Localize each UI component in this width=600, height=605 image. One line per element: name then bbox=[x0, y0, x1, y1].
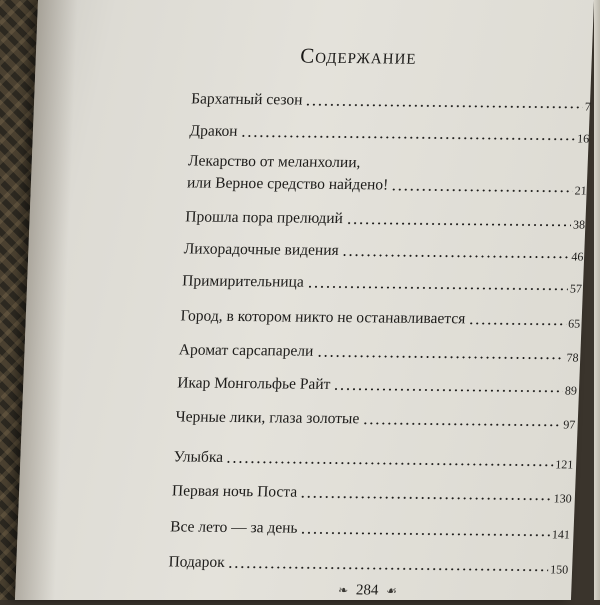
toc-entry-page: 89 bbox=[564, 383, 578, 398]
toc-entry-title: Первая ночь Поста bbox=[171, 482, 298, 501]
toc-entry bbox=[168, 553, 569, 575]
leader-dots bbox=[391, 189, 573, 193]
toc-entry bbox=[178, 341, 579, 363]
toc-entry-page: 46 bbox=[571, 249, 584, 264]
toc-entry-page: 38 bbox=[572, 217, 586, 232]
toc-entry-page: 21 bbox=[574, 183, 588, 198]
leader-dots bbox=[362, 422, 561, 426]
leader-dots bbox=[333, 388, 563, 392]
toc-entry bbox=[177, 374, 578, 396]
left-ornament-icon: ❧ bbox=[337, 583, 349, 598]
table-of-contents bbox=[129, 0, 598, 605]
page-edge bbox=[594, 0, 600, 600]
toc-entry bbox=[185, 208, 586, 230]
page-number: 284 bbox=[355, 582, 379, 599]
leader-dots bbox=[316, 355, 564, 360]
leader-dots bbox=[468, 322, 566, 325]
leader-dots bbox=[228, 566, 549, 571]
toc-entry-page: 97 bbox=[562, 417, 576, 432]
toc-entry bbox=[173, 448, 574, 470]
toc-entry-page: 7 bbox=[584, 99, 592, 114]
toc-entry-title: Подарок bbox=[168, 553, 226, 571]
toc-entry-title: Улыбка bbox=[173, 448, 224, 466]
toc-entry bbox=[172, 482, 573, 504]
toc-entry-title: Икар Монгольфье Райт bbox=[176, 374, 331, 393]
toc-entry-page: 57 bbox=[569, 281, 583, 296]
toc-entry bbox=[175, 408, 576, 430]
leader-dots bbox=[240, 135, 575, 141]
toc-entry-title: Аромат сарсапарели bbox=[178, 341, 314, 360]
toc-entry bbox=[170, 518, 571, 540]
toc-entry-title: Город, в котором никто не останавливается bbox=[180, 307, 466, 328]
toc-entry bbox=[189, 122, 590, 144]
toc-entry-title: Примирительница bbox=[181, 272, 305, 291]
leader-dots bbox=[300, 532, 550, 537]
toc-entry bbox=[191, 90, 592, 112]
toc-entry-page: 16 bbox=[576, 131, 590, 146]
toc-entry bbox=[182, 272, 583, 294]
toc-entry-title: Черные лики, глаза золотые bbox=[175, 408, 360, 428]
toc-entry-title: Все лето — за день bbox=[169, 518, 298, 537]
leader-dots bbox=[341, 254, 569, 258]
right-ornament-icon: ☙ bbox=[385, 583, 398, 598]
toc-entry-page: 141 bbox=[551, 527, 571, 542]
toc-entry-title-continued: или Верное средство найдено! bbox=[186, 174, 389, 194]
leader-dots bbox=[300, 496, 552, 501]
leader-dots bbox=[307, 286, 568, 291]
toc-entry-page: 65 bbox=[567, 316, 581, 331]
toc-entry-title: Прошла пора прелюдий bbox=[184, 208, 344, 228]
toc-entry-page: 121 bbox=[554, 457, 574, 472]
leader-dots bbox=[346, 222, 571, 226]
toc-entry-title: Дракон bbox=[189, 122, 238, 140]
toc-entry bbox=[183, 240, 584, 262]
toc-entry-title: Лихорадочные видения bbox=[183, 240, 340, 260]
toc-entry bbox=[187, 152, 589, 196]
leader-dots bbox=[305, 104, 583, 109]
toc-entry-page: 150 bbox=[549, 562, 569, 577]
book-page bbox=[15, 0, 594, 600]
toc-entry-page: 130 bbox=[553, 491, 572, 506]
toc-entry-page: 78 bbox=[566, 350, 579, 365]
page-footer bbox=[334, 582, 402, 600]
toc-entry-title: Бархатный сезон bbox=[190, 90, 303, 109]
toc-entry bbox=[180, 307, 581, 329]
leader-dots bbox=[226, 461, 554, 466]
toc-entry-title: Лекарство от меланхолии, bbox=[187, 152, 361, 172]
toc-title: Содержание bbox=[299, 43, 418, 69]
